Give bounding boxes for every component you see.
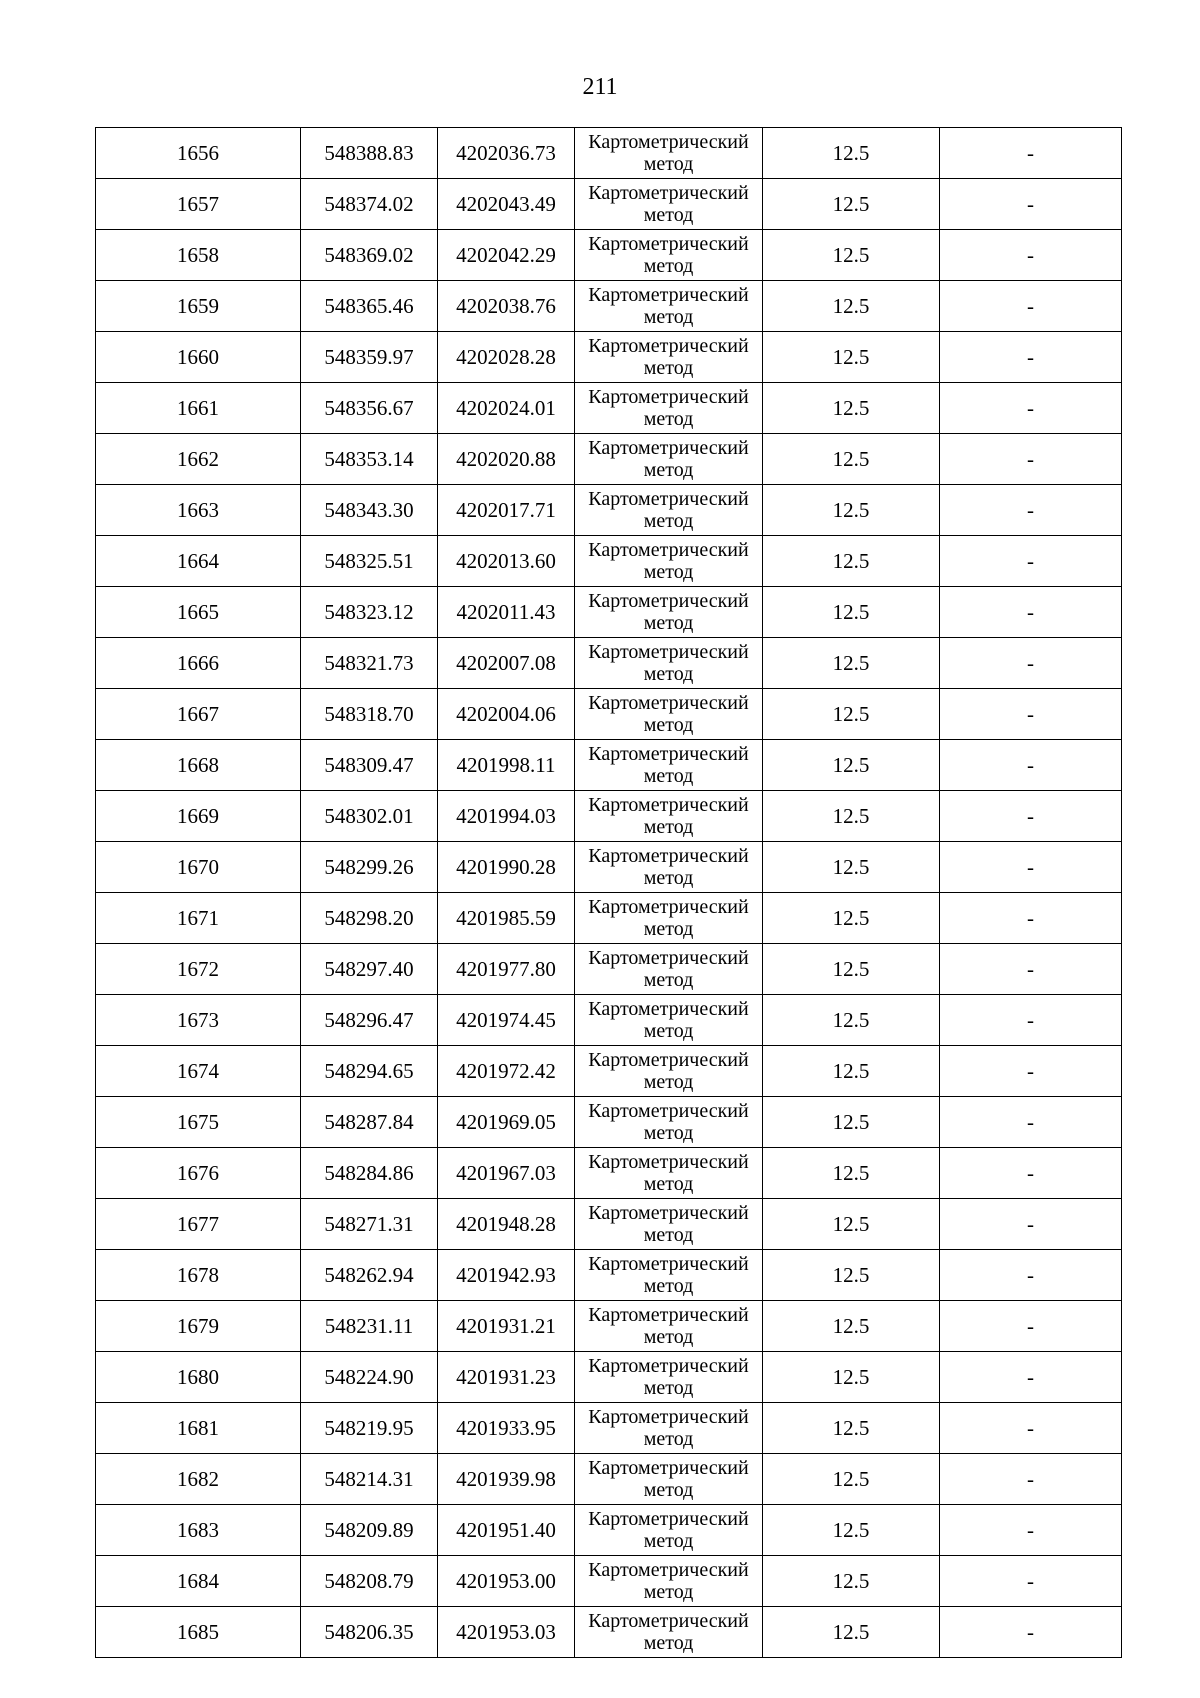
table-row (96, 332, 1122, 383)
point-number-cell: 1682 (96, 1454, 301, 1505)
point-number-cell: 1676 (96, 1148, 301, 1199)
table-row (96, 1148, 1122, 1199)
method-cell: Картометрический метод (575, 893, 763, 944)
coordinate-y-cell: 4202004.06 (438, 689, 575, 740)
note-cell: - (940, 485, 1122, 536)
coordinate-x-cell: 548214.31 (301, 1454, 438, 1505)
note-cell: - (940, 332, 1122, 383)
accuracy-cell: 12.5 (763, 1199, 940, 1250)
coordinate-y-cell: 4202036.73 (438, 128, 575, 179)
method-cell: Картометрический метод (575, 1301, 763, 1352)
coordinate-x-cell: 548296.47 (301, 995, 438, 1046)
note-cell: - (940, 1097, 1122, 1148)
note-cell: - (940, 1148, 1122, 1199)
accuracy-cell: 12.5 (763, 944, 940, 995)
note-cell: - (940, 1454, 1122, 1505)
method-cell: Картометрический метод (575, 536, 763, 587)
point-number-cell: 1661 (96, 383, 301, 434)
coordinate-x-cell: 548321.73 (301, 638, 438, 689)
coordinate-y-cell: 4201948.28 (438, 1199, 575, 1250)
coordinate-x-cell: 548271.31 (301, 1199, 438, 1250)
coordinate-y-cell: 4201967.03 (438, 1148, 575, 1199)
note-cell: - (940, 536, 1122, 587)
accuracy-cell: 12.5 (763, 1454, 940, 1505)
method-cell: Картометрический метод (575, 689, 763, 740)
point-number-cell: 1683 (96, 1505, 301, 1556)
coordinate-x-cell: 548356.67 (301, 383, 438, 434)
method-cell: Картометрический метод (575, 1607, 763, 1658)
note-cell: - (940, 434, 1122, 485)
coordinate-y-cell: 4201985.59 (438, 893, 575, 944)
point-number-cell: 1656 (96, 128, 301, 179)
accuracy-cell: 12.5 (763, 1046, 940, 1097)
method-cell: Картометрический метод (575, 128, 763, 179)
method-cell: Картометрический метод (575, 1352, 763, 1403)
accuracy-cell: 12.5 (763, 332, 940, 383)
coordinate-y-cell: 4201998.11 (438, 740, 575, 791)
table-row (96, 944, 1122, 995)
point-number-cell: 1672 (96, 944, 301, 995)
coordinate-x-cell: 548208.79 (301, 1556, 438, 1607)
note-cell: - (940, 230, 1122, 281)
coordinate-x-cell: 548284.86 (301, 1148, 438, 1199)
accuracy-cell: 12.5 (763, 842, 940, 893)
coordinate-x-cell: 548359.97 (301, 332, 438, 383)
accuracy-cell: 12.5 (763, 1607, 940, 1658)
point-number-cell: 1684 (96, 1556, 301, 1607)
table-row (96, 1046, 1122, 1097)
coordinate-y-cell: 4202024.01 (438, 383, 575, 434)
point-number-cell: 1677 (96, 1199, 301, 1250)
accuracy-cell: 12.5 (763, 995, 940, 1046)
method-cell: Картометрический метод (575, 1148, 763, 1199)
coordinate-x-cell: 548388.83 (301, 128, 438, 179)
accuracy-cell: 12.5 (763, 1097, 940, 1148)
coordinate-x-cell: 548224.90 (301, 1352, 438, 1403)
table-row (96, 1454, 1122, 1505)
accuracy-cell: 12.5 (763, 434, 940, 485)
note-cell: - (940, 1607, 1122, 1658)
note-cell: - (940, 893, 1122, 944)
coordinate-y-cell: 4201953.03 (438, 1607, 575, 1658)
table-row (96, 434, 1122, 485)
note-cell: - (940, 1046, 1122, 1097)
coordinate-x-cell: 548287.84 (301, 1097, 438, 1148)
note-cell: - (940, 1403, 1122, 1454)
accuracy-cell: 12.5 (763, 281, 940, 332)
table-row (96, 1403, 1122, 1454)
accuracy-cell: 12.5 (763, 383, 940, 434)
method-cell: Картометрический метод (575, 587, 763, 638)
coordinate-y-cell: 4201931.21 (438, 1301, 575, 1352)
coordinate-y-cell: 4202011.43 (438, 587, 575, 638)
method-cell: Картометрический метод (575, 638, 763, 689)
coordinates-table-body (96, 128, 1122, 1658)
coordinate-x-cell: 548294.65 (301, 1046, 438, 1097)
note-cell: - (940, 383, 1122, 434)
table-row (96, 893, 1122, 944)
note-cell: - (940, 638, 1122, 689)
accuracy-cell: 12.5 (763, 1352, 940, 1403)
coordinate-x-cell: 548365.46 (301, 281, 438, 332)
method-cell: Картометрический метод (575, 1250, 763, 1301)
coordinate-x-cell: 548369.02 (301, 230, 438, 281)
note-cell: - (940, 1556, 1122, 1607)
point-number-cell: 1665 (96, 587, 301, 638)
coordinate-y-cell: 4202038.76 (438, 281, 575, 332)
coordinate-y-cell: 4201933.95 (438, 1403, 575, 1454)
coordinate-x-cell: 548302.01 (301, 791, 438, 842)
point-number-cell: 1663 (96, 485, 301, 536)
coordinate-x-cell: 548318.70 (301, 689, 438, 740)
accuracy-cell: 12.5 (763, 791, 940, 842)
accuracy-cell: 12.5 (763, 179, 940, 230)
table-row (96, 179, 1122, 230)
coordinate-y-cell: 4201931.23 (438, 1352, 575, 1403)
coordinate-y-cell: 4201953.00 (438, 1556, 575, 1607)
point-number-cell: 1667 (96, 689, 301, 740)
point-number-cell: 1658 (96, 230, 301, 281)
point-number-cell: 1674 (96, 1046, 301, 1097)
point-number-cell: 1662 (96, 434, 301, 485)
coordinate-x-cell: 548343.30 (301, 485, 438, 536)
coordinates-table (95, 127, 1122, 1658)
accuracy-cell: 12.5 (763, 1301, 940, 1352)
accuracy-cell: 12.5 (763, 128, 940, 179)
point-number-cell: 1670 (96, 842, 301, 893)
table-row (96, 1199, 1122, 1250)
table-row (96, 689, 1122, 740)
method-cell: Картометрический метод (575, 1403, 763, 1454)
coordinate-x-cell: 548323.12 (301, 587, 438, 638)
coordinate-x-cell: 548231.11 (301, 1301, 438, 1352)
table-row (96, 383, 1122, 434)
point-number-cell: 1675 (96, 1097, 301, 1148)
accuracy-cell: 12.5 (763, 740, 940, 791)
point-number-cell: 1671 (96, 893, 301, 944)
point-number-cell: 1657 (96, 179, 301, 230)
page-number: 211 (582, 74, 618, 100)
table-row (96, 1097, 1122, 1148)
method-cell: Картометрический метод (575, 944, 763, 995)
note-cell: - (940, 587, 1122, 638)
method-cell: Картометрический метод (575, 791, 763, 842)
coordinate-x-cell: 548374.02 (301, 179, 438, 230)
table-row (96, 485, 1122, 536)
coordinate-y-cell: 4202007.08 (438, 638, 575, 689)
table-row (96, 230, 1122, 281)
table-row (96, 995, 1122, 1046)
coordinate-x-cell: 548209.89 (301, 1505, 438, 1556)
table-row (96, 1301, 1122, 1352)
method-cell: Картометрический метод (575, 1454, 763, 1505)
accuracy-cell: 12.5 (763, 1403, 940, 1454)
note-cell: - (940, 995, 1122, 1046)
coordinate-y-cell: 4202017.71 (438, 485, 575, 536)
table-row (96, 281, 1122, 332)
coordinate-y-cell: 4201977.80 (438, 944, 575, 995)
coordinate-x-cell: 548219.95 (301, 1403, 438, 1454)
coordinate-y-cell: 4201994.03 (438, 791, 575, 842)
accuracy-cell: 12.5 (763, 893, 940, 944)
table-row (96, 587, 1122, 638)
accuracy-cell: 12.5 (763, 1505, 940, 1556)
note-cell: - (940, 944, 1122, 995)
note-cell: - (940, 128, 1122, 179)
method-cell: Картометрический метод (575, 1199, 763, 1250)
table-row (96, 791, 1122, 842)
table-row (96, 1556, 1122, 1607)
note-cell: - (940, 179, 1122, 230)
coordinate-y-cell: 4202042.29 (438, 230, 575, 281)
table-row (96, 128, 1122, 179)
method-cell: Картометрический метод (575, 740, 763, 791)
coordinate-y-cell: 4201974.45 (438, 995, 575, 1046)
note-cell: - (940, 689, 1122, 740)
note-cell: - (940, 1505, 1122, 1556)
table-row (96, 638, 1122, 689)
accuracy-cell: 12.5 (763, 536, 940, 587)
coordinate-y-cell: 4201972.42 (438, 1046, 575, 1097)
coordinate-x-cell: 548206.35 (301, 1607, 438, 1658)
point-number-cell: 1679 (96, 1301, 301, 1352)
table-row (96, 740, 1122, 791)
coordinate-x-cell: 548299.26 (301, 842, 438, 893)
coordinate-x-cell: 548353.14 (301, 434, 438, 485)
method-cell: Картометрический метод (575, 230, 763, 281)
coordinate-y-cell: 4201990.28 (438, 842, 575, 893)
note-cell: - (940, 281, 1122, 332)
table-row (96, 1352, 1122, 1403)
table-row (96, 1505, 1122, 1556)
table-row (96, 842, 1122, 893)
point-number-cell: 1669 (96, 791, 301, 842)
method-cell: Картометрический метод (575, 332, 763, 383)
method-cell: Картометрический метод (575, 842, 763, 893)
point-number-cell: 1660 (96, 332, 301, 383)
table-row (96, 1607, 1122, 1658)
point-number-cell: 1666 (96, 638, 301, 689)
coordinate-y-cell: 4201939.98 (438, 1454, 575, 1505)
accuracy-cell: 12.5 (763, 1250, 940, 1301)
note-cell: - (940, 1301, 1122, 1352)
note-cell: - (940, 791, 1122, 842)
coordinate-y-cell: 4202020.88 (438, 434, 575, 485)
point-number-cell: 1678 (96, 1250, 301, 1301)
coordinate-x-cell: 548325.51 (301, 536, 438, 587)
method-cell: Картометрический метод (575, 179, 763, 230)
coordinate-x-cell: 548262.94 (301, 1250, 438, 1301)
coordinate-y-cell: 4201951.40 (438, 1505, 575, 1556)
coordinate-y-cell: 4202043.49 (438, 179, 575, 230)
method-cell: Картометрический метод (575, 281, 763, 332)
accuracy-cell: 12.5 (763, 638, 940, 689)
method-cell: Картометрический метод (575, 383, 763, 434)
coordinate-y-cell: 4201969.05 (438, 1097, 575, 1148)
method-cell: Картометрический метод (575, 1046, 763, 1097)
note-cell: - (940, 1250, 1122, 1301)
point-number-cell: 1681 (96, 1403, 301, 1454)
note-cell: - (940, 842, 1122, 893)
coordinate-x-cell: 548297.40 (301, 944, 438, 995)
method-cell: Картометрический метод (575, 434, 763, 485)
point-number-cell: 1659 (96, 281, 301, 332)
coordinate-y-cell: 4201942.93 (438, 1250, 575, 1301)
note-cell: - (940, 1352, 1122, 1403)
coordinate-y-cell: 4202013.60 (438, 536, 575, 587)
coordinate-x-cell: 548309.47 (301, 740, 438, 791)
method-cell: Картометрический метод (575, 995, 763, 1046)
method-cell: Картометрический метод (575, 1097, 763, 1148)
coordinate-x-cell: 548298.20 (301, 893, 438, 944)
table-row (96, 1250, 1122, 1301)
coordinate-y-cell: 4202028.28 (438, 332, 575, 383)
note-cell: - (940, 740, 1122, 791)
accuracy-cell: 12.5 (763, 587, 940, 638)
method-cell: Картометрический метод (575, 485, 763, 536)
point-number-cell: 1680 (96, 1352, 301, 1403)
method-cell: Картометрический метод (575, 1556, 763, 1607)
point-number-cell: 1664 (96, 536, 301, 587)
accuracy-cell: 12.5 (763, 1148, 940, 1199)
method-cell: Картометрический метод (575, 1505, 763, 1556)
accuracy-cell: 12.5 (763, 689, 940, 740)
accuracy-cell: 12.5 (763, 485, 940, 536)
point-number-cell: 1685 (96, 1607, 301, 1658)
table-row (96, 536, 1122, 587)
accuracy-cell: 12.5 (763, 1556, 940, 1607)
note-cell: - (940, 1199, 1122, 1250)
point-number-cell: 1668 (96, 740, 301, 791)
point-number-cell: 1673 (96, 995, 301, 1046)
accuracy-cell: 12.5 (763, 230, 940, 281)
